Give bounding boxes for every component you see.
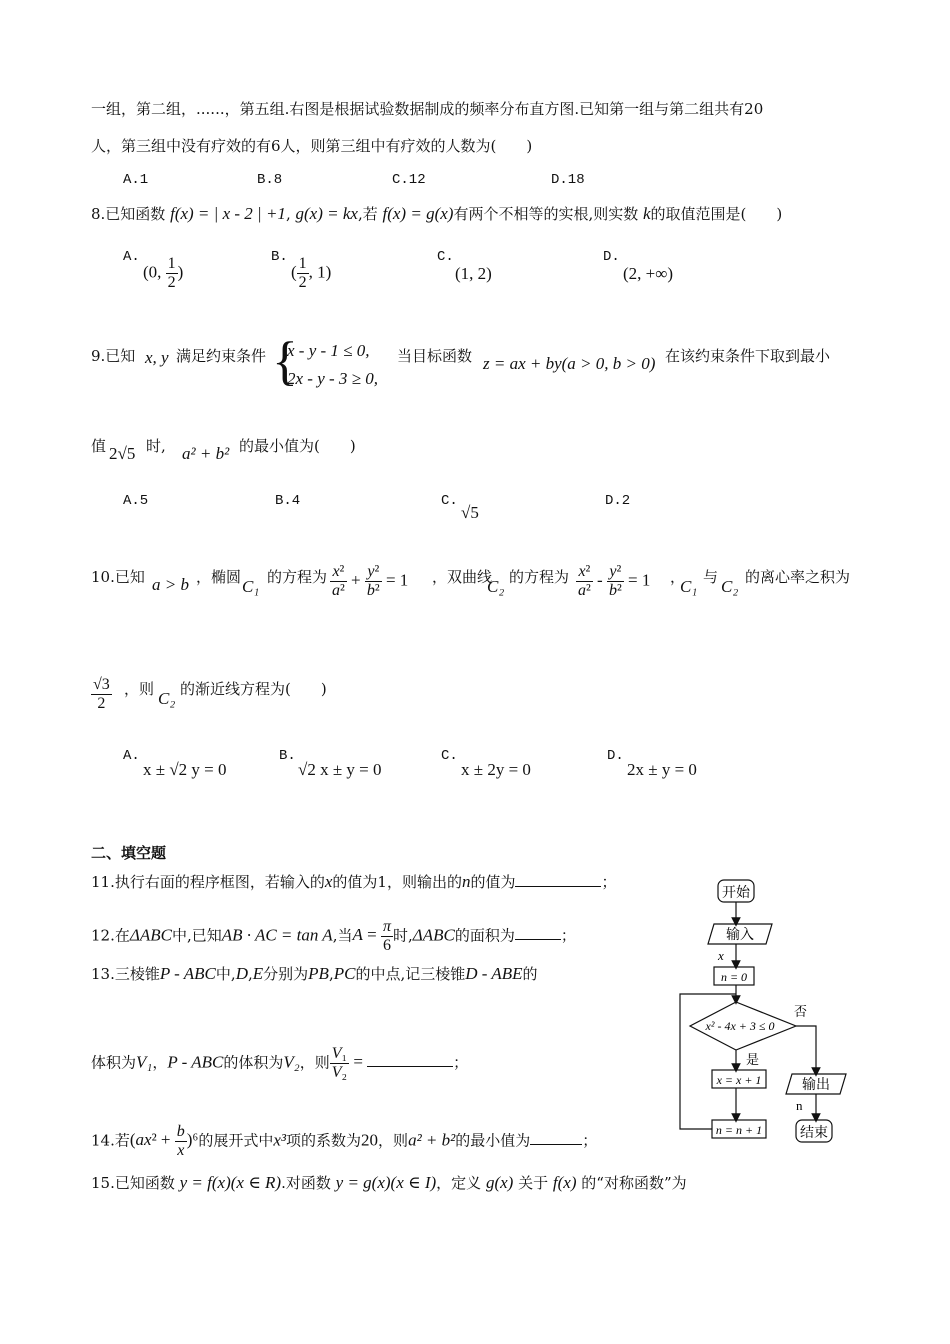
q13-ratio: $\frac{\text{V₁}}{\text{V₂}}$ = [331,1045,368,1081]
q9-text-e: 值 [91,437,107,455]
q8-eq: f(x) = g(x) [382,204,454,223]
q9-option-a: A.5 [123,493,149,509]
q8-option-a-label: A. [123,249,140,265]
q9-text-c: 当目标函数 [397,347,473,365]
q7-option-c: C.12 [392,172,426,188]
flowchart-end: 结束 [800,1126,828,1141]
q10-text-d: ，双曲线 [432,568,493,586]
q10-text-i: ，则 [124,680,155,698]
q7-line1: 一组，第二组，......，第五组.右图是根据试验数据制成的频率分布直方图.已知第一组与第二组共有20 [91,100,764,118]
q10-hyperbola: $\frac{\text{x²}}{\text{a²}}$ - $\frac{\text{y²}}{\text{b²}}$ = 1 [578,563,651,599]
q9-option-c-label: C. [441,493,458,509]
q9-option-c: √5 [461,503,479,522]
q10-c1: C₁ [242,577,260,596]
flowchart-output-var: n [796,1098,803,1113]
q8-fx: f(x) = | x - 2 | +1 [170,204,286,223]
flowchart-output: 输出 [802,1078,830,1093]
q10-text-g: 与 [703,568,719,586]
q9-text-d: 在该约束条件下取到最小 [665,347,831,365]
q10-text-a: 10.已知 [91,568,145,586]
q8-option-c: (1, 2) [455,264,492,283]
q12-stem: 12.在ΔABC中,已知AB · AC = tan A,当A = $\frac{\pi}{6}$ 时,ΔABC的面积为 ； [91,918,576,954]
q9-constraint-1: x - y - 1 ≤ 0, [287,341,370,360]
q10-c2c: C₂ [158,689,176,708]
q13-stem-2: 体积为V₁，P - ABC的体积为V₂，则 $\frac{\text{V₁}}{\text{V₂}}$ = ； [91,1045,469,1081]
q10-c2b: C₂ [721,577,739,596]
q10-option-a: x ± √2 y = 0 [143,760,227,779]
q10-c2: C₂ [487,577,505,596]
q7-option-d: D.18 [551,172,585,188]
q10-ellipse: $\frac{\text{x²}}{\text{a²}}$ + $\frac{\text{y²}}{\text{b²}}$ = 1 [332,563,409,599]
q10-option-b-label: B. [279,748,296,764]
flowchart-step-n: n = n + 1 [715,1123,763,1137]
flowchart-init: n = 0 [720,970,748,984]
flowchart-no: 否 [794,1004,808,1019]
q10-cond: a > b [152,575,189,594]
q10-option-a-label: A. [123,748,140,764]
q11-stem: 11.执行右面的程序框图，若输入的x的值为1，则输出的n的值为 ； [91,872,617,891]
q14-stem: 14.若(ax² + $\frac{b}{x}$ )⁶的展开式中x³项的系数为20，则a² + b²的最小值为 ； [91,1123,598,1159]
flowchart [670,872,870,1162]
q12-answer-blank[interactable] [515,923,561,940]
q9-text-a: 9.已知 [91,347,136,365]
q10-option-d-label: D. [607,748,624,764]
q9-brace: { [272,331,298,391]
q7-option-a: A.1 [123,172,149,188]
q10-option-c: x ± 2y = 0 [461,760,531,779]
flowchart-step-x: x = x + 1 [716,1073,762,1087]
q10-option-d: 2x ± y = 0 [627,760,697,779]
q8-option-b: ( $\frac{1}{2}$ , 1) [291,255,332,291]
q9-text-f: 时, [146,437,166,455]
flowchart-cond: x² - 4x + 3 ≤ 0 [705,1019,775,1033]
q8-option-d: (2, +∞) [623,264,674,283]
q14-answer-blank[interactable] [530,1128,582,1145]
q8-option-a: (0, $\frac{1}{2}$ ) [143,255,184,291]
q7-line2: 人，第三组中没有疗效的有6人，则第三组中有疗效的人数为( ) [91,137,533,155]
q9-option-d: D.2 [605,493,631,509]
flowchart-input: 输入 [726,928,754,943]
q9-vars: x, y [145,348,169,367]
q8-stem: 8.已知函数 f(x) = | x - 2 | +1, g(x) = kx,若 f(x) = g(x)有两个不相等的实根,则实数 k的取值范围是( ) [91,204,783,223]
q10-c1b: C₁ [680,577,698,596]
q13-answer-blank[interactable] [367,1050,453,1067]
q10-text-h: 的离心率之积为 [745,568,851,586]
q8-option-d-label: D. [603,249,620,265]
section-title: 二、填空题 [91,844,167,862]
q9-value: 2√5 [109,444,136,463]
q9-option-b: B.4 [275,493,301,509]
q9-text-g: 的最小值为( ) [239,437,356,455]
q7-option-b: B.8 [257,172,283,188]
q10-text-b: ，椭圆 [196,568,242,586]
q15-stem: 15.已知函数 y = f(x)(x ∈ R).对函数 y = g(x)(x ∈ I)，定义 g(x) 关于 f(x) 的“对称函数”为 [91,1173,687,1192]
q8-gx: g(x) = kx [295,204,358,223]
flowchart-input-var: x [718,948,724,963]
q12-angle: A = $\frac{\pi}{6}$ [352,918,391,954]
q10-text-f: ， [670,568,686,586]
q10-text-c: 的方程为 [267,568,328,586]
q8-option-b-label: B. [271,249,288,265]
q11-answer-blank[interactable] [515,870,601,887]
q9-text-b: 满足约束条件 [176,347,267,365]
flowchart-start: 开始 [722,886,750,901]
q8-option-c-label: C. [437,249,454,265]
q14-expr: (ax² + $\frac{b}{x}$ )⁶ [129,1123,199,1159]
q10-option-c-label: C. [441,748,458,764]
q9-constraint-2: 2x - y - 3 ≥ 0, [287,369,378,388]
q10-text-e: 的方程为 [509,568,570,586]
q9-expr: a² + b² [182,444,230,463]
q10-ratio: $\frac{√3}{2}$ [93,676,110,712]
q13-stem: 13.三棱锥P - ABC中,D,E分别为PB,PC的中点,记三棱锥D - ABE的 [91,964,538,983]
flowchart-yes: 是 [746,1052,760,1067]
q10-option-b: √2 x ± y = 0 [298,760,382,779]
q10-text-j: 的渐近线方程为( ) [180,680,327,698]
q9-objective: z = ax + by(a > 0, b > 0) [483,354,656,373]
